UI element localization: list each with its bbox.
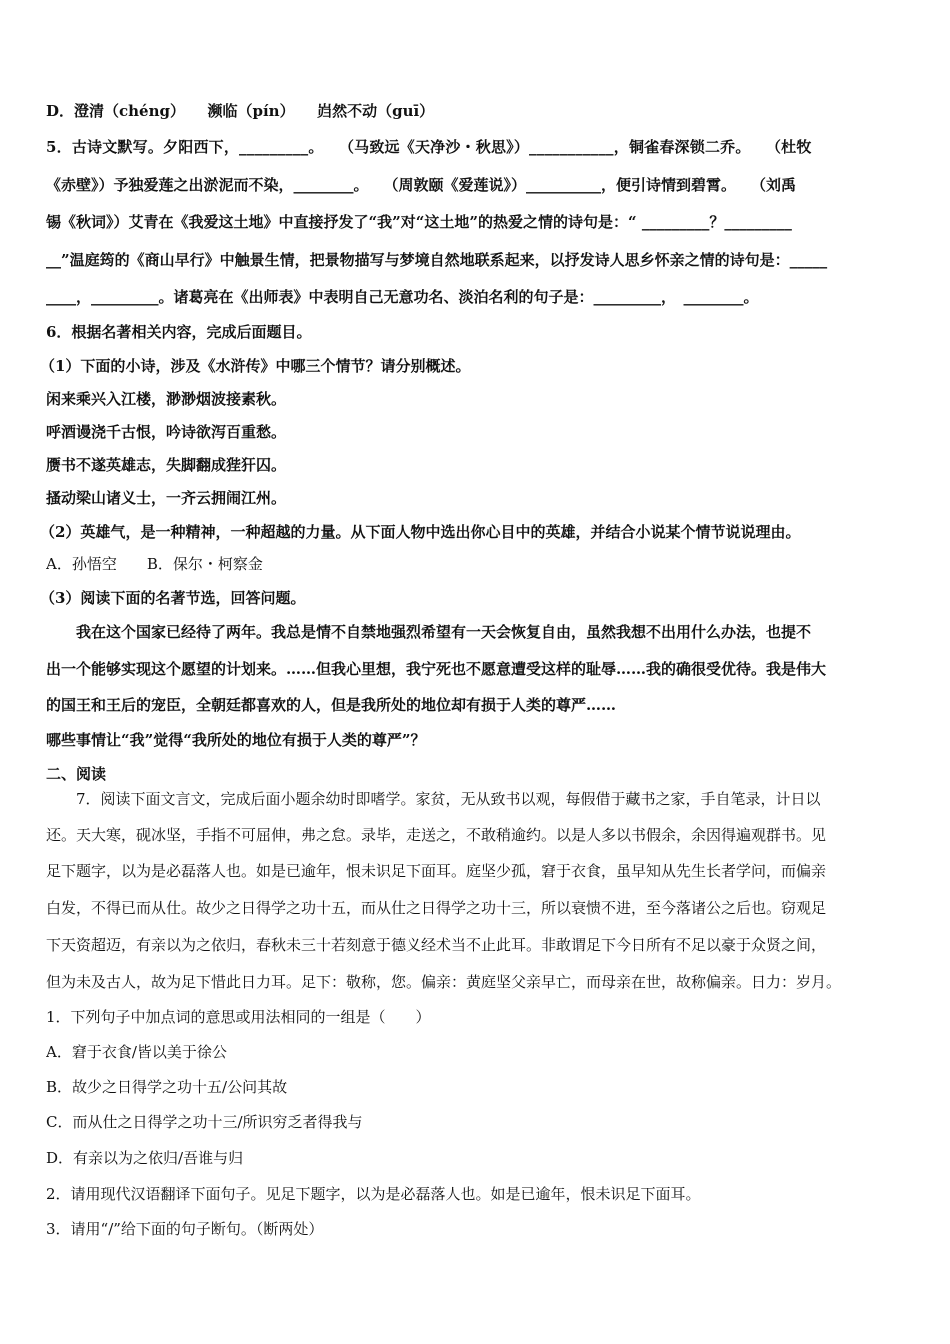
sub-question-1: 1．下列句子中加点词的意思或用法相同的一组是（ ） <box>46 1008 431 1026</box>
q6-question: 哪些事情让“我”觉得“我所处的地位有损于人类的尊严”？ <box>46 731 426 749</box>
sub-question-2: 2．请用现代汉语翻译下面句子。见足下题字，以为是必磊落人也。如是已逾年，恨未识足下面耳。 <box>46 1185 701 1203</box>
sub-question-3: 3．请用“/”给下面的句子断句。（断两处） <box>46 1220 324 1238</box>
q7-passage-line: 但为未及古人，故为足下惜此日力耳。足下：敬称，您。偏亲：黄庭坚父亲早亡，而母亲在世，故称偏亲。日力：岁月。 <box>46 973 842 991</box>
q7-passage-line: 下天资超迈，有亲以为之依归，春秋未三十若刻意于德义经术当不止此耳。非敢谓足下今日所有不足以豪于众贤之间， <box>46 936 827 954</box>
q6-choices: A．孙悟空 B．保尔・柯察金 <box>46 555 263 573</box>
option-d: D．有亲以为之依归/吾谁与归 <box>46 1149 244 1167</box>
q6-sub3: （3）阅读下面的名著节选，回答问题。 <box>40 589 306 607</box>
q7-passage-line: 足下题字，以为是必磊落人也。如是已逾年，恨未识足下面耳。庭坚少孤，窘于衣食，虽早知从先生长者学问，而偏亲 <box>46 862 827 880</box>
q7-passage-line: 还。天大寒，砚冰坚，手指不可屈伸，弗之怠。录毕，走送之，不敢稍逾约。以是人多以书假余，余因得遍观群书。见 <box>46 826 827 844</box>
excerpt-line: 的国王和王后的宠臣，全朝廷都喜欢的人，但是我所处的地位却有损于人类的尊严…… <box>46 696 617 714</box>
section-title: 二、阅读 <box>46 765 107 783</box>
q5-line-2: 《赤壁》）予独爱莲之出淤泥而不染，________。 （周敦颐《爱莲说》）__________，便引诗情到碧霄。 （刘禹 <box>46 176 797 194</box>
q6-sub1: （1）下面的小诗，涉及《水浒传》中哪三个情节？请分别概述。 <box>40 357 471 375</box>
q7-passage-line: 白发，不得已而从仕。故少之日得学之功十五，而从仕之日得学之功十三，所以衰愦不进，至今落诸公之后也。窃观足 <box>46 899 827 917</box>
q4-option-d: D．澄清（chéng） 濒临（pín） 岿然不动（guī） <box>46 102 435 120</box>
option-a: A．窘于衣食/皆以美于徐公 <box>46 1043 227 1061</box>
q7-passage-line: 7．阅读下面文言文，完成后面小题余幼时即嗜学。家贫，无从致书以观，每假借于藏书之家，手自笔录，计日以 <box>76 790 821 808</box>
q5-line-3: 锡《秋词》）艾青在《我爱这土地》中直接抒发了“我”对“这土地”的热爱之情的诗句是：“ _________？_________ <box>46 213 792 231</box>
q6-sub2: （2）英雄气，是一种精神，一种超越的力量。从下面人物中选出你心目中的英雄，并结合小说某个情节说说理由。 <box>40 523 801 541</box>
poem-line: 呼酒谩浇千古恨，吟诗欲泻百重愁。 <box>46 423 287 441</box>
poem-line: 搔动梁山诸义士，一齐云拥闹江州。 <box>46 489 287 507</box>
option-c: C．而从仕之日得学之功十三/所识穷乏者得我与 <box>46 1113 363 1131</box>
excerpt-line: 出一个能够实现这个愿望的计划来。……但我心里想，我宁死也不愿意遭受这样的耻辱……我的确很受优待。我是伟大 <box>46 660 827 678</box>
poem-line: 赝书不遂英雄志，失脚翻成狴犴囚。 <box>46 456 287 474</box>
q5-line-5: ____，_________。诸葛亮在《出师表》中表明自己无意功名、淡泊名利的句子是：_________， ________。 <box>46 288 759 306</box>
option-b: B．故少之日得学之功十五/公问其故 <box>46 1078 288 1096</box>
excerpt-line: 我在这个国家已经待了两年。我总是情不自禁地强烈希望有一天会恢复自由，虽然我想不出用什么办法，也提不 <box>76 623 812 641</box>
q6-title: 6．根据名著相关内容，完成后面题目。 <box>46 323 312 341</box>
q5-line-4: __”温庭筠的《商山早行》中触景生情，把景物描写与梦境自然地联系起来，以抒发诗人思乡怀亲之情的诗句是：_____ <box>46 251 828 269</box>
q5-line-1: 5．古诗文默写。夕阳西下，_________。 （马致远《天净沙・秋思》）___________，铜雀春深锁二乔。 （杜牧 <box>46 138 812 156</box>
poem-line: 闲来乘兴入江楼，渺渺烟波接素秋。 <box>46 390 287 408</box>
